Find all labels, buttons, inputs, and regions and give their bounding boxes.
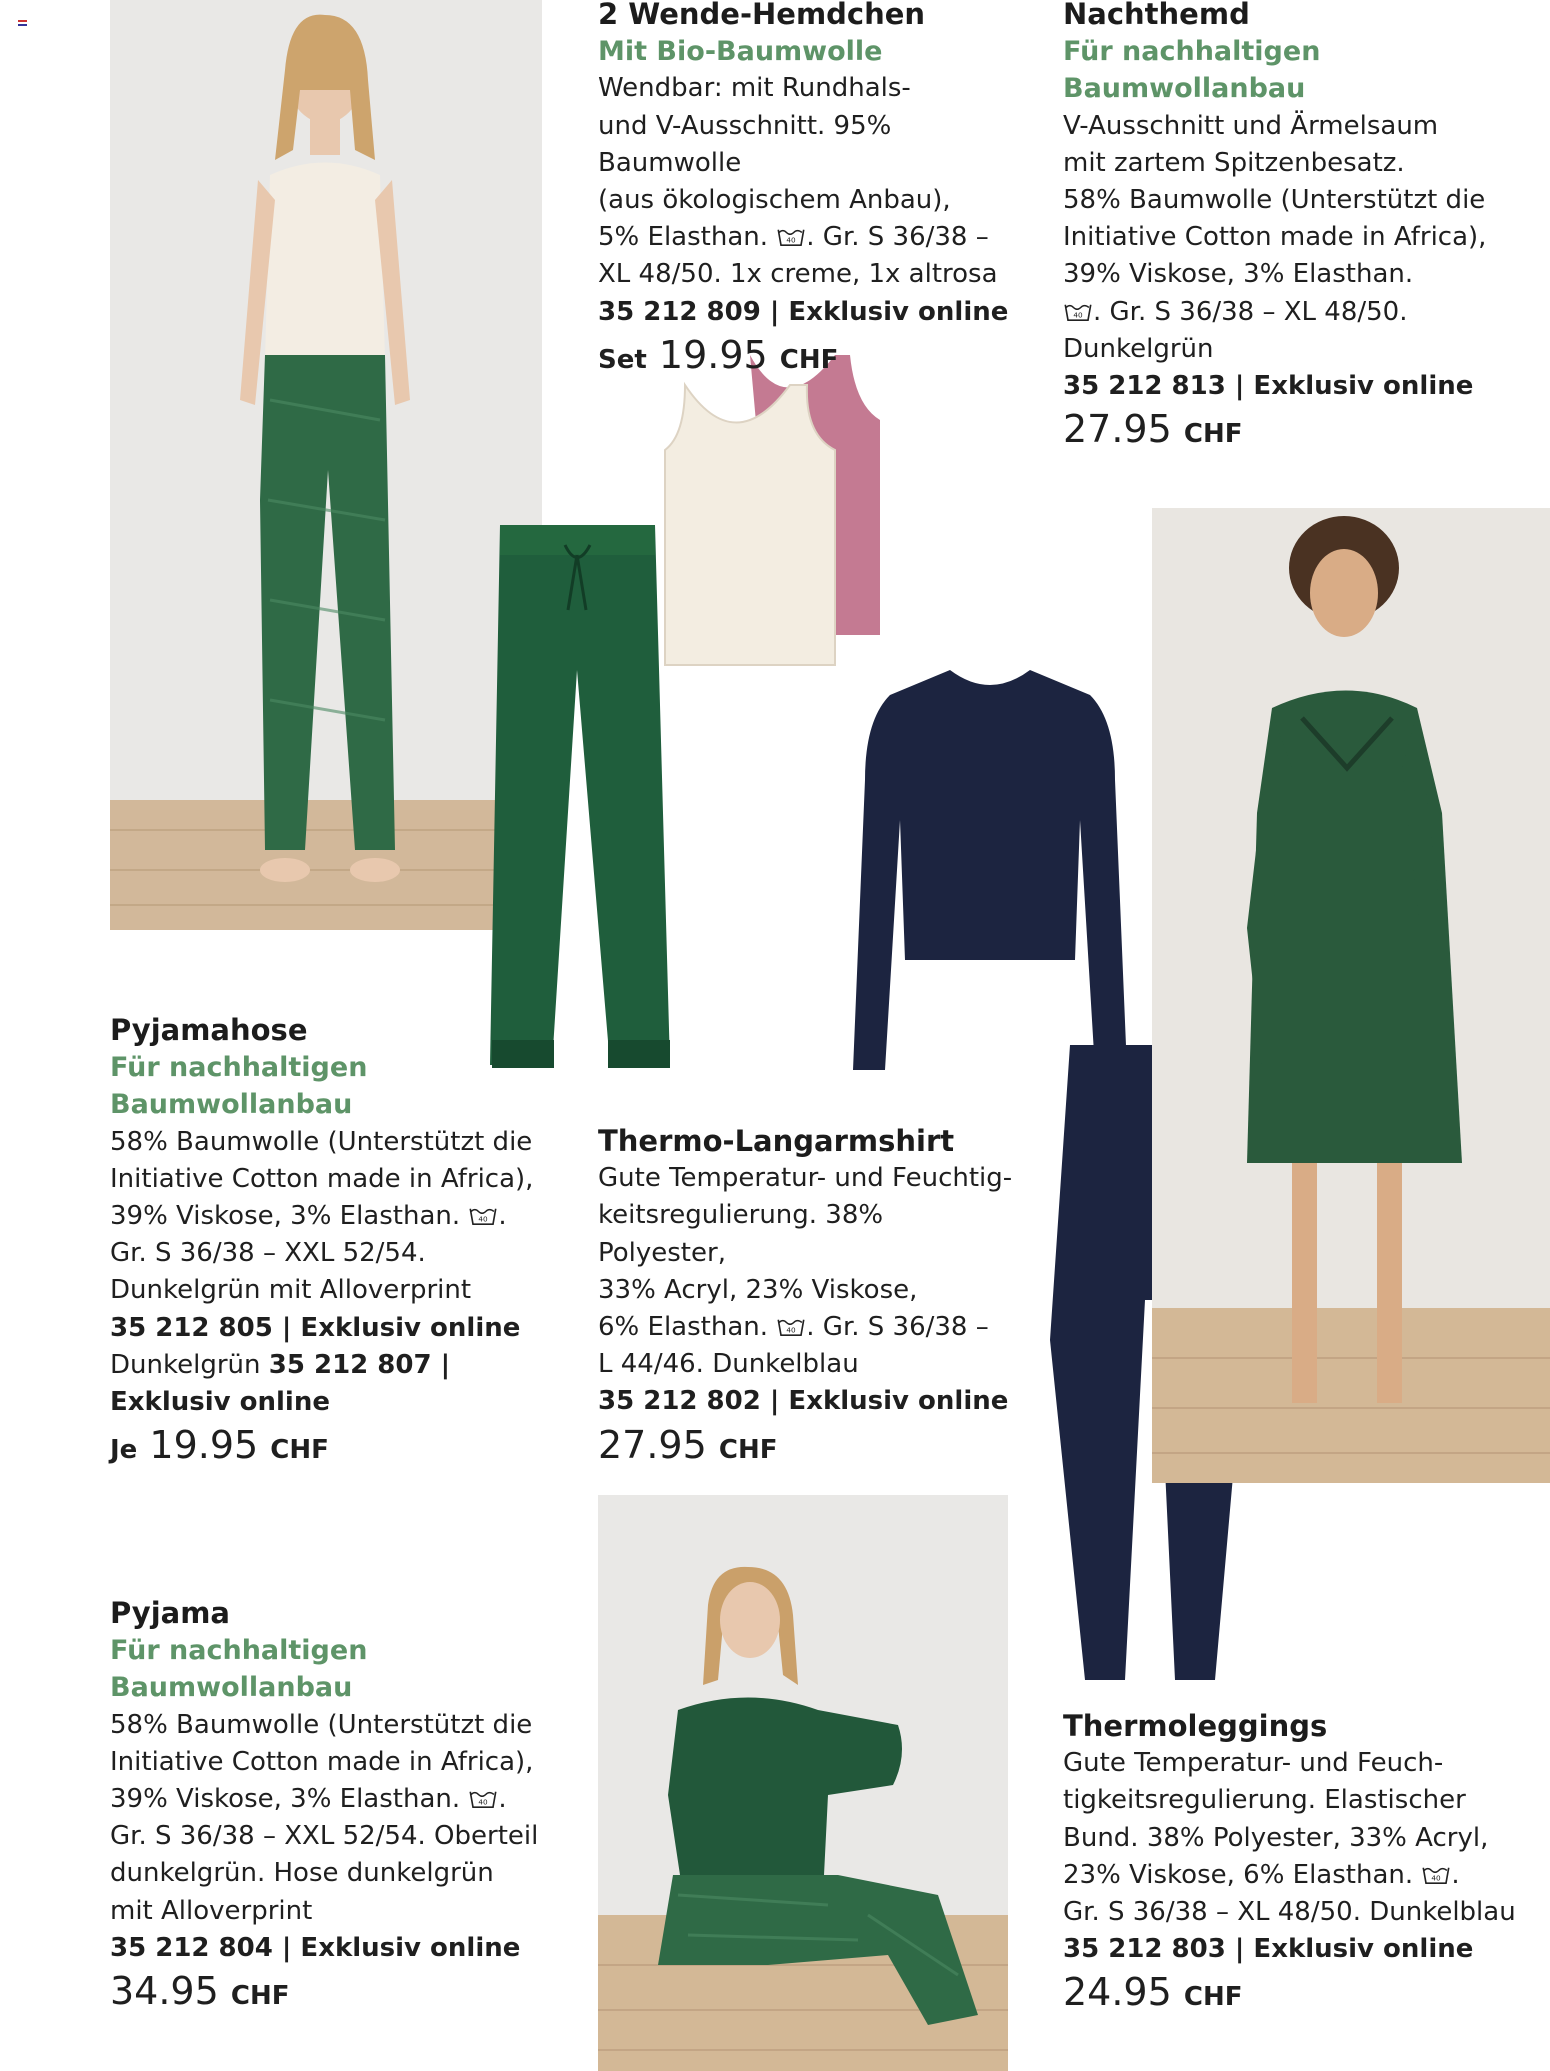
nightdress-description <box>1063 0 1543 453</box>
thermo-shirt-line: 6% Elasthan. . Gr. S 36/38 – <box>598 1312 989 1343</box>
pyjama-pants-product-photo <box>480 520 675 1090</box>
thermo-shirt-line: keitsregulierung. 38% Polyester, <box>598 1200 884 1268</box>
nightdress-line: 58% Baumwolle (Unterstützt die <box>1063 185 1486 216</box>
thermo-leggings-price: 24.95 CHF <box>1063 1970 1243 2015</box>
wash-40-icon <box>468 1206 498 1226</box>
pyjama-pants-model-photo <box>110 0 542 930</box>
pyjama-pants-article-number: 35 212 805 | Exklusiv online <box>110 1312 521 1343</box>
thermo-shirt-line: 33% Acryl, 23% Viskose, <box>598 1274 918 1305</box>
thermo-shirt-line: Gute Temperatur- und Feuchtig- <box>598 1163 1013 1194</box>
thermo-shirt-article-number: 35 212 802 | Exklusiv online <box>598 1386 1009 1417</box>
pyjama-pants-line: 58% Baumwolle (Unterstützt die <box>110 1126 533 1157</box>
tank-line: Wendbar: mit Rundhals- <box>598 73 911 104</box>
thermo-leggings-line: Gr. S 36/38 – XL 48/50. Dunkelblau <box>1063 1897 1516 1928</box>
tank-title: 2 Wende-Hemdchen <box>598 0 926 31</box>
tank-description <box>598 0 1018 379</box>
wash-40-icon <box>776 1317 806 1337</box>
thermo-leggings-line: Bund. 38% Polyester, 33% Acryl, <box>1063 1822 1489 1853</box>
tank-article-number: 35 212 809 | Exklusiv online <box>598 296 1009 327</box>
nachthemd-model-photo <box>1152 508 1550 1483</box>
pyjama-pants-line: Exklusiv online <box>110 1387 330 1418</box>
pyjama-pants-line: Gr. S 36/38 – XXL 52/54. <box>110 1238 426 1269</box>
thermo-leggings-article-number: 35 212 803 | Exklusiv online <box>1063 1934 1474 1965</box>
wash-40-icon <box>1063 302 1093 322</box>
nightdress-line: . Gr. S 36/38 – XL 48/50. <box>1063 294 1543 331</box>
thermo-shirt-description <box>598 1123 1018 1469</box>
nightdress-line: V-Ausschnitt und Ärmelsaum <box>1063 110 1439 141</box>
pyjama-model-photo <box>598 1495 1008 2071</box>
thermo-shirt-price: 27.95 CHF <box>598 1422 778 1467</box>
nightdress-line: Dunkelgrün <box>1063 333 1214 364</box>
nightdress-line: Initiative Cotton made in Africa), <box>1063 222 1487 253</box>
flag-icon <box>18 20 27 26</box>
tank-subtitle: Mit Bio-Baumwolle <box>598 36 883 68</box>
wash-40-icon <box>776 227 806 247</box>
pyjama-subtitle: Baumwollanbau <box>110 1672 353 1704</box>
pyjama-line: mit Alloverprint <box>110 1895 313 1926</box>
nightdress-line: 39% Viskose, 3% Elasthan. <box>1063 259 1414 290</box>
thermo-leggings-title: Thermoleggings <box>1063 1709 1328 1743</box>
thermo-shirt-title: Thermo-Langarmshirt <box>598 1124 955 1158</box>
thermo-shirt-line: L 44/46. Dunkelblau <box>598 1349 859 1380</box>
pyjama-title: Pyjama <box>110 1596 230 1630</box>
pyjama-subtitle: Für nachhaltigen <box>110 1635 368 1667</box>
thermo-leggings-line: 23% Viskose, 6% Elasthan. . <box>1063 1859 1460 1890</box>
pyjama-pants-subtitle: Für nachhaltigen <box>110 1052 368 1084</box>
tank-line: (aus ökologischem Anbau), <box>598 185 951 216</box>
thermo-leggings-line: tigkeitsregulierung. Elastischer <box>1063 1785 1466 1816</box>
nightdress-article-number: 35 212 813 | Exklusiv online <box>1063 371 1474 402</box>
thermo-shirt-product-photo <box>845 660 1135 1080</box>
tank-line: XL 48/50. 1x creme, 1x altrosa <box>598 259 998 290</box>
pyjama-pants-line: Initiative Cotton made in Africa), <box>110 1163 534 1194</box>
nightdress-line: mit zartem Spitzenbesatz. <box>1063 147 1405 178</box>
wash-40-icon <box>1421 1865 1451 1885</box>
pyjama-pants-title: Pyjamahose <box>110 1013 308 1047</box>
pyjama-pants-line: Dunkelgrün mit Alloverprint <box>110 1275 472 1306</box>
pyjama-pants-description <box>110 1012 550 1469</box>
pyjama-description <box>110 1595 560 2015</box>
wash-40-icon <box>468 1789 498 1809</box>
pyjama-pants-price: Je 19.95 CHF <box>110 1423 329 1468</box>
wende-hemdchen-product-photo <box>655 350 915 675</box>
pyjama-line: 58% Baumwolle (Unterstützt die <box>110 1709 533 1740</box>
thermo-leggings-line: Gute Temperatur- und Feuch- <box>1063 1748 1444 1779</box>
nightdress-subtitle: Baumwollanbau <box>1063 73 1306 105</box>
tank-price: Set 19.95 CHF <box>598 332 839 377</box>
pyjama-article-number: 35 212 804 | Exklusiv online <box>110 1932 521 1963</box>
pyjama-pants-line: 39% Viskose, 3% Elasthan. . <box>110 1201 507 1232</box>
nightdress-subtitle: Für nachhaltigen <box>1063 36 1321 68</box>
thermo-leggings-description <box>1063 1708 1543 2017</box>
pyjama-line: Initiative Cotton made in Africa), <box>110 1746 534 1777</box>
pyjama-pants-line: Dunkelgrün 35 212 807 | <box>110 1349 451 1380</box>
pyjama-line: 39% Viskose, 3% Elasthan. . <box>110 1784 507 1815</box>
nightdress-price: 27.95 CHF <box>1063 407 1243 452</box>
tank-line: 5% Elasthan. . Gr. S 36/38 – <box>598 222 989 253</box>
tank-line: und V-Ausschnitt. 95% Baumwolle <box>598 110 892 178</box>
pyjama-pants-subtitle: Baumwollanbau <box>110 1089 353 1121</box>
pyjama-line: Gr. S 36/38 – XXL 52/54. Oberteil <box>110 1821 539 1852</box>
pyjama-line: dunkelgrün. Hose dunkelgrün <box>110 1858 494 1889</box>
pyjama-price: 34.95 CHF <box>110 1969 290 2014</box>
nightdress-title: Nachthemd <box>1063 0 1250 31</box>
